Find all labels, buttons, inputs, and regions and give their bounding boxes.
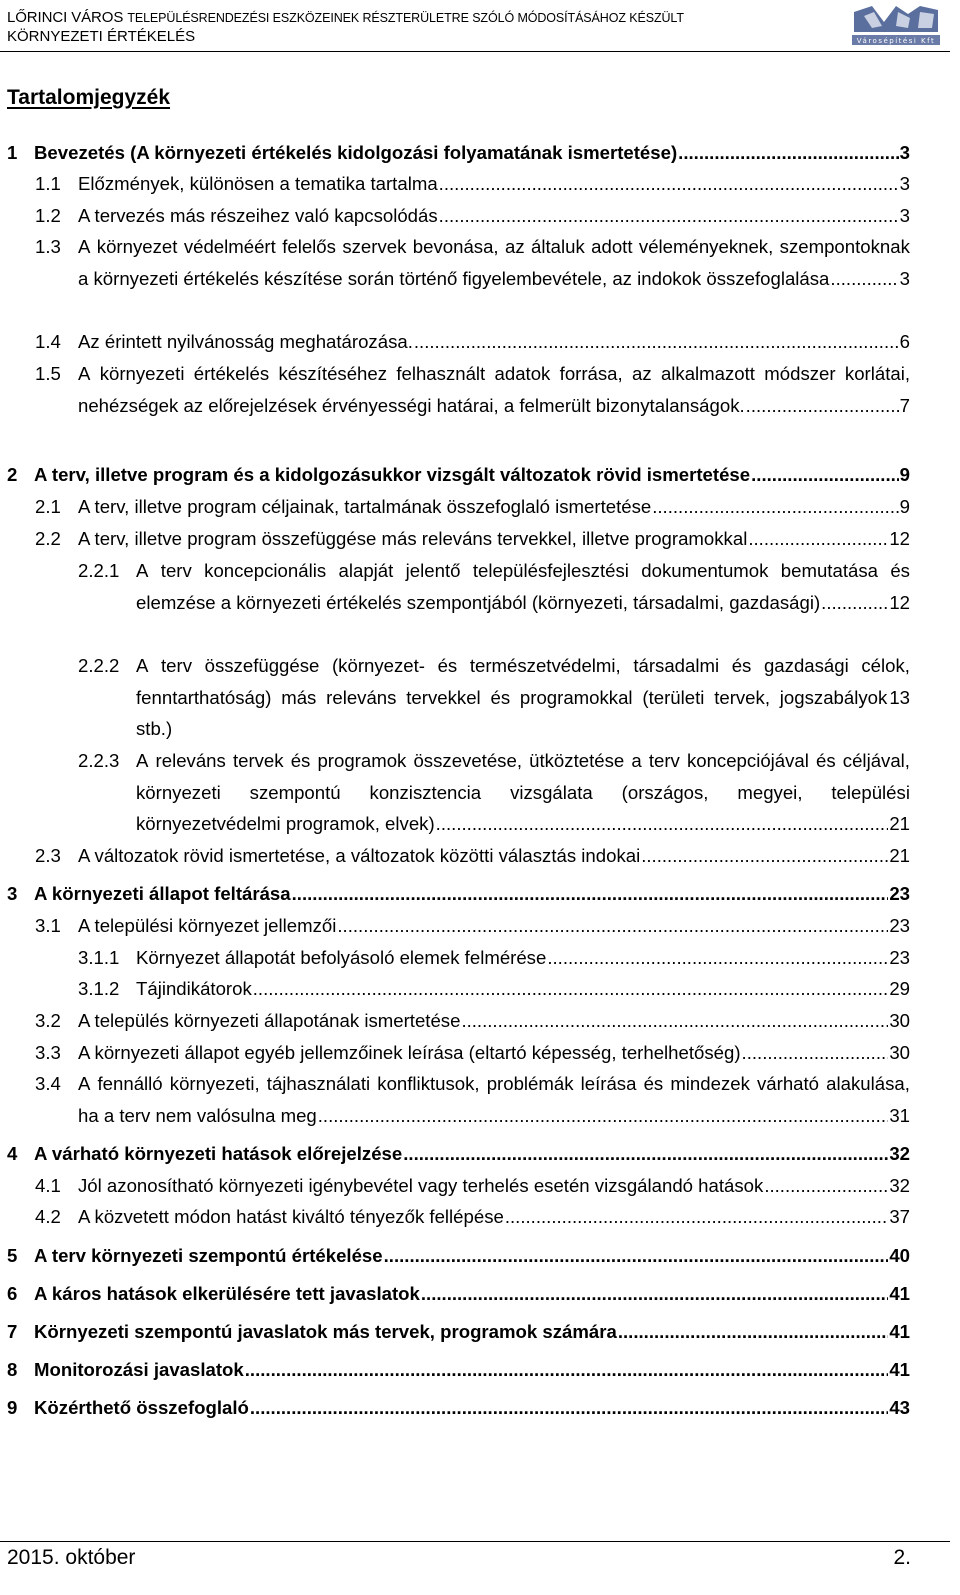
toc-entry-page: 23 <box>889 947 910 968</box>
toc-entry-title: A káros hatások elkerülésére tett javaslatok <box>34 1283 420 1304</box>
toc-entry-page: 3 <box>899 205 910 226</box>
toc-entry-number: 5 <box>7 1245 18 1266</box>
toc-entry-number: 1.4 <box>35 331 61 352</box>
footer-divider <box>0 1541 950 1542</box>
toc-entry-title: Előzmények, különösen a tematika tartalma <box>78 173 438 194</box>
toc-entry-page: 7 <box>899 394 910 416</box>
toc-entry[interactable] <box>78 973 910 1005</box>
toc-dot-leader <box>403 1138 888 1170</box>
toc-entry-title: Környezet állapotát befolyásoló elemek felmérése <box>136 947 547 968</box>
toc-entry-number: 9 <box>7 1397 18 1418</box>
toc-entry-page: 30 <box>889 1010 910 1031</box>
toc-entry-number: 3 <box>7 883 18 904</box>
toc-dot-leader <box>746 390 899 422</box>
toc-title: Tartalomjegyzék <box>7 86 171 109</box>
toc-entry-page: 21 <box>889 845 910 866</box>
toc-entry-title: Környezeti szempontú javaslatok más tervek, programok számára <box>34 1321 617 1342</box>
header-subtitle: KÖRNYEZETI ÉRTÉKELÉS <box>7 28 196 45</box>
header-title-rest: TELEPÜLÉSRENDEZÉSI ESZKÖZEINEK RÉSZTERÜLETRE SZÓLÓ MÓDOSÍTÁSÁHOZ KÉSZÜLT <box>127 11 684 25</box>
toc-entry-page: 41 <box>889 1359 910 1380</box>
toc-dot-leader <box>337 910 888 942</box>
toc-entry-page: 31 <box>889 1104 910 1126</box>
toc-entry-page: 41 <box>889 1321 910 1342</box>
toc-entry-page: 32 <box>889 1175 910 1196</box>
toc-entry-title: A környezeti állapot egyéb jellemzőinek leírása (eltartó képesség, terhelhetőség) <box>78 1042 741 1063</box>
toc-entry-title: A tervezés más részeihez való kapcsolódás <box>78 205 438 226</box>
toc-entry-number: 8 <box>7 1359 18 1380</box>
toc-entry-page: 6 <box>899 331 910 352</box>
toc-entry-title: Az érintett nyilvánosság meghatározása. <box>78 331 413 352</box>
toc-entry-number: 4.1 <box>35 1175 61 1196</box>
toc-dot-leader <box>830 263 898 295</box>
header-divider <box>0 51 950 52</box>
toc-dot-leader <box>318 1100 889 1132</box>
header-title-town: LŐRINCI VÁROS <box>7 9 124 26</box>
toc-entry[interactable]: 2.2.3 A releváns tervek és programok összevetése, ütköztetése a terv koncepciójával és céljával, környezeti szempontú konzisztencia vizsgálata (országos, megyei, települési környezetvédelmi programok, elvek) ..... 21 <box>78 745 910 840</box>
toc-entry[interactable]: 2.2.2 A terv összefüggése (környezet- és természetvédelmi, társadalmi és gazdasági célok, fenntarthatóság) más releváns tervekkel és programokkal (területi tervek, jogszabályok stb.) 13 <box>78 650 910 745</box>
toc-entry-number: 2.1 <box>35 496 61 517</box>
toc-entry-page: 9 <box>899 496 910 517</box>
toc-entry-title: A közvetett módon hatást kiváltó tényezők fellépése <box>78 1206 504 1227</box>
toc-entry-title: Bevezetés (A környezeti értékelés kidolgozási folyamatának ismertetése) <box>34 142 678 163</box>
logo-text: Városépítési Kft <box>856 37 936 45</box>
toc-entry-title: A terv, illetve program összefüggése más releváns tervekkel, illetve programokkal <box>78 528 748 549</box>
toc-dot-leader <box>384 1240 889 1272</box>
toc-entry-number: 3.2 <box>35 1010 61 1031</box>
toc-entry-number: 3.1 <box>35 915 61 936</box>
toc-entry[interactable]: 1.5 A környezeti értékelés készítéséhez felhasznált adatok forrása, az alkalmazott módszer korlátai, nehézségek az előrejelzések érvényességi határai, a felmerült bizonytalanságok. ..... 7 <box>35 358 910 421</box>
toc-entry[interactable] <box>35 1201 910 1233</box>
toc-entry-number: 2.3 <box>35 845 61 866</box>
toc-dot-leader <box>439 200 899 232</box>
toc-entry-page: 3 <box>899 173 910 194</box>
toc-entry-number: 6 <box>7 1283 18 1304</box>
page-header <box>7 9 945 53</box>
toc-dot-leader <box>461 1005 888 1037</box>
toc-entry-number: 1.5 <box>35 363 61 384</box>
toc-entry-page: 12 <box>889 591 910 613</box>
toc-dot-leader <box>742 1037 889 1069</box>
toc-dot-leader <box>641 840 888 872</box>
toc-entry-page: 3 <box>899 267 910 289</box>
toc-entry-page: 37 <box>889 1206 910 1227</box>
toc-entry[interactable] <box>35 1005 910 1037</box>
footer-date: 2015. október <box>7 1546 136 1569</box>
toc-entry-number: 2.2.3 <box>78 750 120 771</box>
toc-entry[interactable] <box>35 910 910 942</box>
toc-entry-page: 29 <box>889 978 910 999</box>
toc-entry-page: 32 <box>889 1143 910 1164</box>
toc-entry-page: 40 <box>889 1245 910 1266</box>
toc-entry[interactable] <box>7 1240 910 1272</box>
toc-entry[interactable] <box>7 1316 910 1348</box>
toc-dot-leader <box>751 459 899 491</box>
toc-entry-title: elemzése a környezeti értékelés szempontjából (környezeti, társadalmi, gazdasági) <box>136 591 821 613</box>
toc-entry-number: 4 <box>7 1143 18 1164</box>
toc-entry-title: A várható környezeti hatások előrejelzése <box>34 1143 403 1164</box>
toc-entry[interactable] <box>35 168 910 200</box>
company-logo <box>850 4 942 48</box>
toc-entry-number: 1.3 <box>35 236 61 257</box>
toc-entry-page: 41 <box>889 1283 910 1304</box>
toc-entry[interactable] <box>7 1354 910 1386</box>
toc-entry-page: 30 <box>889 1042 910 1063</box>
toc-dot-leader <box>678 137 899 169</box>
toc-dot-leader <box>414 326 899 358</box>
toc-entry[interactable] <box>7 878 910 910</box>
toc-dot-leader <box>618 1316 888 1348</box>
toc-entry-title: Monitorozási javaslatok <box>34 1359 244 1380</box>
toc-entry-title: a környezeti értékelés készítése során történő figyelembevétele, az indokok összefoglalása <box>78 267 830 289</box>
toc-entry-title: Jól azonosítható környezeti igénybevétel vagy terhelés esetén vizsgálandó hatások <box>78 1175 764 1196</box>
toc-entry-page: 23 <box>889 915 910 936</box>
toc-entry-title: A változatok rövid ismertetése, a változatok közötti választás indokai <box>78 845 641 866</box>
toc-entry-page: 3 <box>899 142 910 163</box>
toc-entry-title: környezetvédelmi programok, elvek) <box>136 813 435 834</box>
toc-entry-number: 3.1.1 <box>78 947 120 968</box>
toc-entry-number: 3.3 <box>35 1042 61 1063</box>
toc-dot-leader <box>505 1201 888 1233</box>
toc-dot-leader <box>439 168 899 200</box>
toc-dot-leader <box>652 491 898 523</box>
toc-entry-page: 12 <box>889 528 910 549</box>
toc-entry[interactable] <box>35 491 910 523</box>
toc-entry-number: 1.2 <box>35 205 61 226</box>
toc-entry-page: 21 <box>889 813 910 834</box>
toc-entry-number: 3.1.2 <box>78 978 120 999</box>
toc-entry-page: 23 <box>889 883 910 904</box>
toc-entry-number: 1.1 <box>35 173 61 194</box>
toc-entry-title: A terv, illetve program és a kidolgozásukkor vizsgált változatok rövid ismertetése <box>34 464 751 485</box>
toc-dot-leader <box>421 1278 888 1310</box>
toc-entry-title: nehézségek az előrejelzések érvényességi határai, a felmerült bizonytalanságok. <box>78 394 745 416</box>
footer-page-number: 2. <box>893 1546 911 1569</box>
toc-dot-leader <box>764 1170 888 1202</box>
toc-dot-leader <box>250 1392 888 1424</box>
toc-entry-title: ha a terv nem valósulna meg <box>78 1104 317 1126</box>
toc-entry[interactable]: 1.3 A környezet védelméért felelős szervek bevonása, az általuk adott véleményeknek, szempontoknak a környezeti értékelés készítése során történő figyelembevétele, az indokok összefoglalása ..... 3 <box>35 231 910 294</box>
toc-entry-title: A terv, illetve program céljainak, tartalmának összefoglaló ismertetése <box>78 496 652 517</box>
toc-entry[interactable]: 3.4 A fennálló környezeti, tájhasználati konfliktusok, problémák leírása és mindezek várható alakulása, ha a terv nem valósulna meg ..... 31 <box>35 1068 910 1131</box>
toc-entry[interactable] <box>35 1170 910 1202</box>
toc-entry-page: 9 <box>899 464 910 485</box>
toc-entry-title: A terv környezeti szempontú értékelése <box>34 1245 383 1266</box>
toc-entry-title: A település környezeti állapotának ismertetése <box>78 1010 461 1031</box>
toc-entry[interactable] <box>35 840 910 872</box>
toc-dot-leader <box>748 523 888 555</box>
toc-entry[interactable] <box>35 200 910 232</box>
toc-dot-leader <box>253 973 889 1005</box>
toc-entry-page: 43 <box>889 1397 910 1418</box>
toc-entry-title: Tájindikátorok <box>136 978 252 999</box>
toc-dot-leader <box>436 808 889 840</box>
toc-entry-number: 2.2.1 <box>78 560 120 581</box>
toc-entry-number: 2.2 <box>35 528 61 549</box>
toc-entry[interactable] <box>7 137 910 169</box>
toc-entry-title: fenntarthatóság) más releváns tervekkel és programokkal (területi tervek, jogszabályok stb.) <box>136 686 888 739</box>
toc-entry[interactable]: 2.2.1 A terv koncepcionális alapját jelentő településfejlesztési dokumentumok bemutatása és elemzése a környezeti értékelés szempontjából (környezeti, társadalmi, gazdasági) ..... 12 <box>78 555 910 618</box>
toc-entry-number: 2.2.2 <box>78 655 120 676</box>
toc-entry-number: 3.4 <box>35 1073 61 1094</box>
toc-dot-leader <box>821 587 888 619</box>
toc-dot-leader <box>547 942 888 974</box>
toc-dot-leader <box>245 1354 889 1386</box>
toc-entry[interactable] <box>78 942 910 974</box>
toc-entry[interactable] <box>7 459 910 491</box>
toc-entry[interactable] <box>35 326 910 358</box>
toc-entry[interactable] <box>7 1392 910 1424</box>
toc-entry-number: 7 <box>7 1321 18 1342</box>
toc-entry-title: A környezeti állapot feltárása <box>34 883 291 904</box>
toc-entry[interactable] <box>7 1278 910 1310</box>
toc-entry-number: 4.2 <box>35 1206 61 1227</box>
toc-entry[interactable] <box>35 1037 910 1069</box>
toc-entry-page: 13 <box>889 686 910 708</box>
toc-dot-leader <box>292 878 889 910</box>
toc-entry-number: 2 <box>7 464 18 485</box>
header-title <box>7 9 945 27</box>
toc-entry-title: A települési környezet jellemzői <box>78 915 337 936</box>
toc-entry[interactable] <box>35 523 910 555</box>
toc-entry[interactable] <box>7 1138 910 1170</box>
toc-entry-title: Közérthető összefoglaló <box>34 1397 249 1418</box>
toc-entry-number: 1 <box>7 142 18 163</box>
